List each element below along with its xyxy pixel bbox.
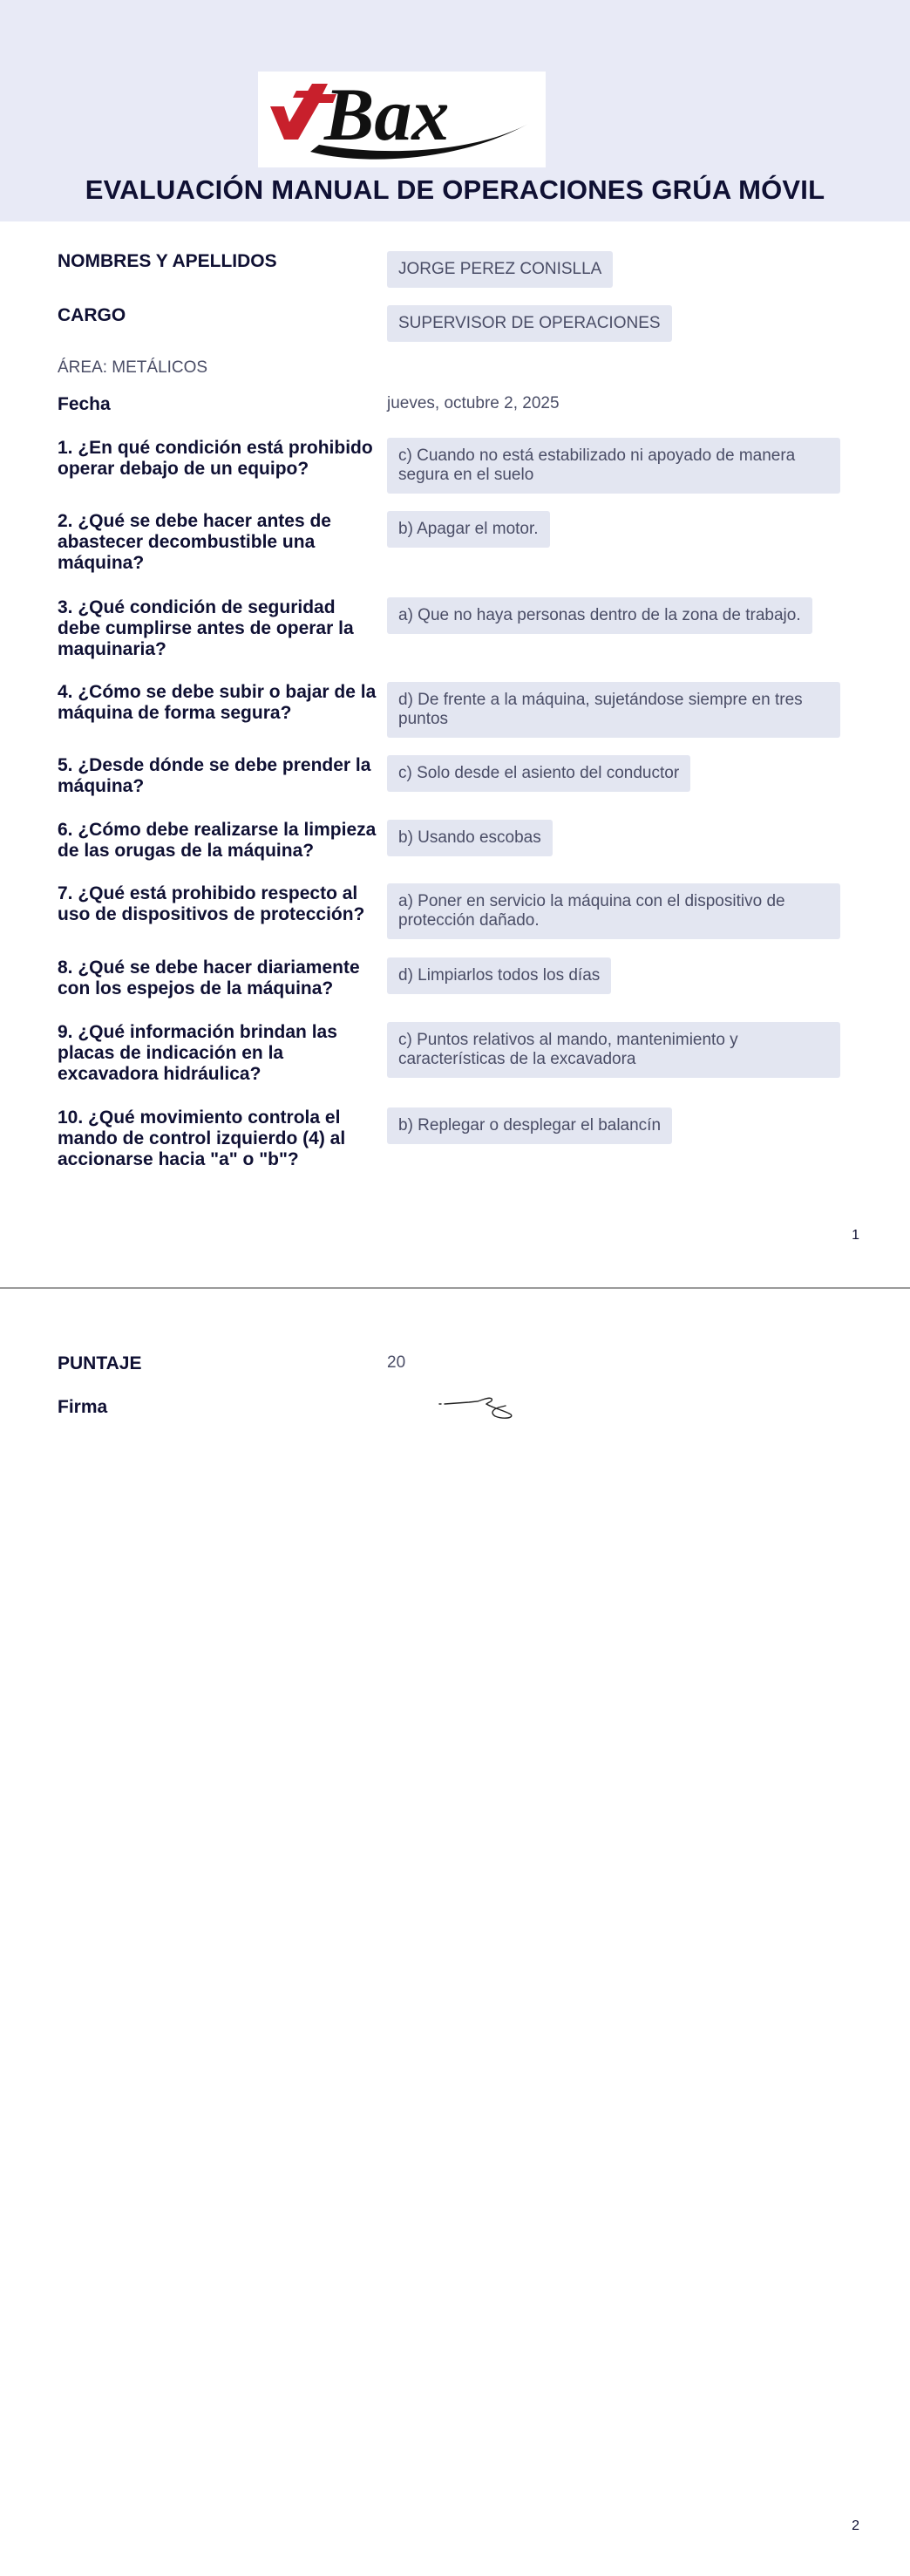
score-value: 20 <box>387 1353 406 1372</box>
signature-image <box>438 1394 542 1428</box>
name-label: NOMBRES Y APELLIDOS <box>58 251 277 271</box>
cargo-label: CARGO <box>58 305 126 325</box>
cargo-value: SUPERVISOR DE OPERACIONES <box>387 305 672 342</box>
header-band <box>0 0 910 221</box>
answer-value: b) Replegar o desplegar el balancín <box>387 1107 672 1144</box>
question-text: 3. ¿Qué condición de seguridad debe cumplirse antes de operar la maquinaria? <box>58 597 354 659</box>
question-text: 10. ¿Qué movimiento controla el mando de control izquierdo (4) al accionarse hacia "a" o "b"? <box>58 1107 346 1169</box>
answer-value: b) Apagar el motor. <box>387 511 550 548</box>
name-value: JORGE PEREZ CONISLLA <box>387 251 613 288</box>
answer-value: d) De frente a la máquina, sujetándose siempre en tres puntos <box>387 682 840 738</box>
fecha-value: jueves, octubre 2, 2025 <box>387 394 560 412</box>
answer-value: c) Solo desde el asiento del conductor <box>387 755 690 792</box>
question-text: 9. ¿Qué información brindan las placas de indicación en la excavadora hidráulica? <box>58 1022 337 1084</box>
question-text: 5. ¿Desde dónde se debe prender la máquina? <box>58 755 371 796</box>
svg-text:Bax: Bax <box>324 72 450 156</box>
answer-value: a) Poner en servicio la máquina con el dispositivo de protección dañado. <box>387 883 840 939</box>
answer-value: a) Que no haya personas dentro de la zona de trabajo. <box>387 597 812 634</box>
question-text: 2. ¿Qué se debe hacer antes de abastecer decombustible una máquina? <box>58 511 331 573</box>
page-number: 1 <box>852 1228 859 1243</box>
score-label: PUNTAJE <box>58 1353 142 1373</box>
question-text: 4. ¿Cómo se debe subir o bajar de la máquina de forma segura? <box>58 682 377 723</box>
page-divider <box>0 1287 910 1289</box>
question-text: 7. ¿Qué está prohibido respecto al uso de dispositivos de protección? <box>58 883 365 924</box>
page-number: 2 <box>852 2518 859 2533</box>
answer-value: c) Puntos relativos al mando, mantenimiento y características de la excavadora <box>387 1022 840 1078</box>
question-text: 1. ¿En qué condición está prohibido operar debajo de un equipo? <box>58 438 373 479</box>
page-title: EVALUACIÓN MANUAL DE OPERACIONES GRÚA MÓVIL <box>85 174 825 205</box>
answer-value: d) Limpiarlos todos los días <box>387 957 611 994</box>
logo-graphic <box>258 72 546 167</box>
company-logo <box>258 72 546 167</box>
fecha-label: Fecha <box>58 394 111 414</box>
question-text: 6. ¿Cómo debe realizarse la limpieza de las orugas de la máquina? <box>58 820 377 861</box>
question-text: 8. ¿Qué se debe hacer diariamente con los espejos de la máquina? <box>58 957 360 998</box>
answer-value: c) Cuando no está estabilizado ni apoyado de manera segura en el suelo <box>387 438 840 494</box>
area-text: ÁREA: METÁLICOS <box>58 358 208 377</box>
answer-value: b) Usando escobas <box>387 820 553 856</box>
signature-label: Firma <box>58 1397 108 1417</box>
